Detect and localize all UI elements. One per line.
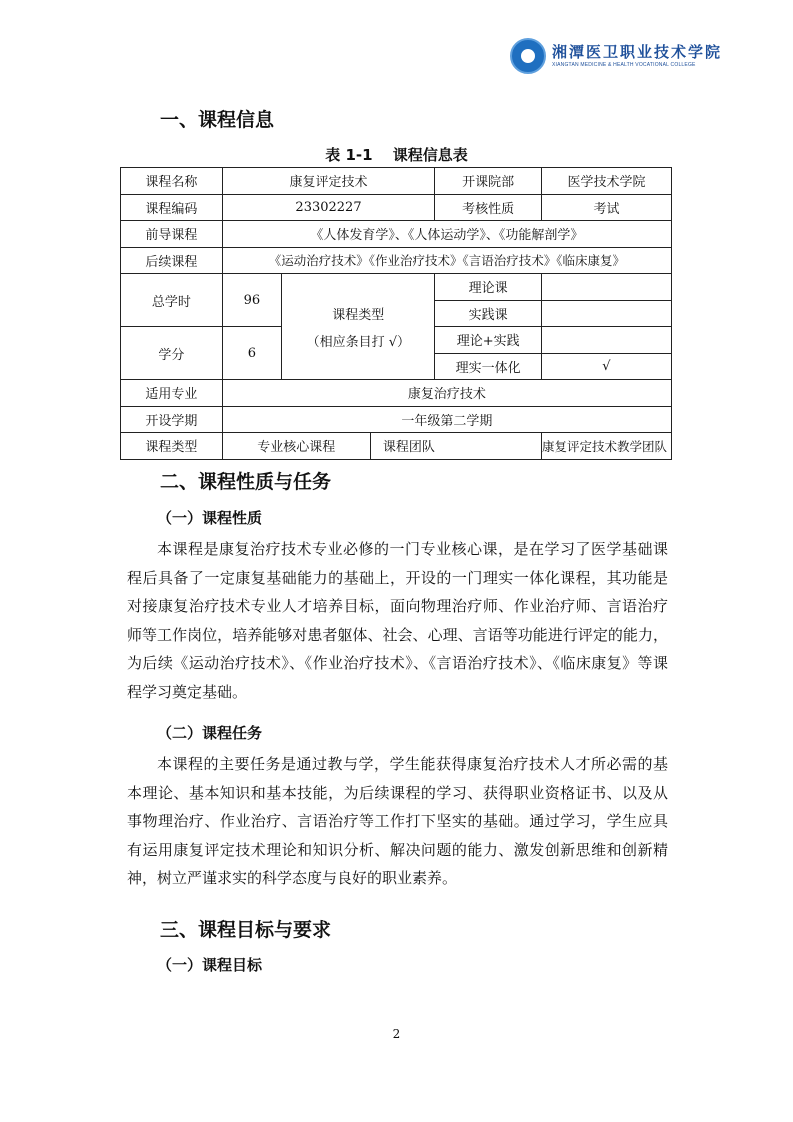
applicable-major: 康复治疗技术 bbox=[222, 380, 671, 407]
table-caption: 表 1-1 课程信息表 bbox=[325, 146, 468, 164]
text-line: 本理论、基本知识和基本技能，为后续课程的学习、获得职业资格证书、以及从 bbox=[127, 783, 668, 802]
term: 一年级第二学期 bbox=[222, 406, 671, 433]
type-option: 实践课 bbox=[435, 300, 542, 327]
section-2-heading: 二、课程性质与任务 bbox=[160, 471, 332, 493]
type-mark: √ bbox=[541, 353, 671, 380]
section-3-heading: 三、课程目标与要求 bbox=[160, 919, 332, 941]
label-cell: 学分 bbox=[121, 327, 223, 380]
subsection-task-heading: （二）课程任务 bbox=[157, 724, 263, 742]
label-cell: 开课院部 bbox=[435, 168, 542, 195]
logo-chinese-name: 湘潭医卫职业技术学院 bbox=[552, 42, 723, 61]
label-cell: 课程名称 bbox=[121, 168, 223, 195]
logo-english-name: XIANGTAN MEDICINE & HEALTH VOCATIONAL COLLEGE bbox=[552, 61, 696, 68]
section-1-heading: 一、课程信息 bbox=[160, 109, 275, 131]
label-cell: 课程团队 bbox=[370, 433, 541, 460]
followup-courses: 《运动治疗技术》《作业治疗技术》《言语治疗技术》《临床康复》 bbox=[222, 247, 671, 274]
department: 医学技术学院 bbox=[541, 168, 671, 195]
course-category: 专业核心课程 bbox=[222, 433, 370, 460]
text-line: 神，树立严谨求实的科学态度与良好的职业素养。 bbox=[127, 869, 458, 888]
course-type-title: 课程类型 bbox=[332, 307, 385, 323]
text-line: 程后具备了一定康复基础能力的基础上，开设的一门理实一体化课程，其功能是 bbox=[127, 568, 668, 587]
table-row bbox=[121, 168, 672, 195]
label-cell: 课程类型 bbox=[121, 433, 223, 460]
text-line: 事物理治疗、作业治疗、言语治疗等工作打下坚实的基础。通过学习，学生应具 bbox=[127, 812, 668, 831]
college-seal-icon bbox=[510, 38, 546, 74]
table-row bbox=[121, 380, 672, 407]
table-row bbox=[121, 194, 672, 221]
credits: 6 bbox=[222, 327, 282, 380]
table-row bbox=[121, 274, 672, 301]
text-line: 有运用康复评定技术理论和知识分析、解决问题的能力、激发创新思维和创新精 bbox=[127, 840, 668, 859]
label-cell: 适用专业 bbox=[121, 380, 223, 407]
course-info-table bbox=[120, 167, 672, 460]
course-type-hint: （相应条目打 √） bbox=[306, 334, 410, 350]
type-mark bbox=[541, 274, 671, 301]
type-option: 理论+实践 bbox=[435, 327, 542, 354]
assessment-type: 考试 bbox=[541, 194, 671, 221]
label-cell: 总学时 bbox=[121, 274, 223, 327]
college-logo bbox=[510, 38, 722, 74]
label-cell: 后续课程 bbox=[121, 247, 223, 274]
text-line: 本课程的主要任务是通过教与学，学生能获得康复治疗技术人才所必需的基 bbox=[157, 755, 668, 773]
course-code: 23302227 bbox=[222, 194, 435, 221]
type-mark bbox=[541, 327, 671, 354]
course-task-paragraph bbox=[127, 750, 668, 893]
table-row bbox=[121, 433, 672, 460]
course-type-label bbox=[282, 274, 435, 380]
page-number: 2 bbox=[392, 1027, 401, 1041]
text-line: 对接康复治疗技术专业人才培养目标，面向物理治疗师、作业治疗师、言语治疗 bbox=[127, 597, 668, 616]
label-cell: 前导课程 bbox=[121, 221, 223, 248]
text-line: 本课程是康复治疗技术专业必修的一门专业核心课，是在学习了医学基础课 bbox=[157, 540, 668, 558]
type-mark bbox=[541, 300, 671, 327]
table-row bbox=[121, 221, 672, 248]
course-nature-paragraph bbox=[127, 535, 668, 707]
text-line: 为后续《运动治疗技术》、《作业治疗技术》、《言语治疗技术》、《临床康复》等课 bbox=[127, 654, 668, 673]
subsection-goals-heading: （一）课程目标 bbox=[157, 956, 263, 974]
subsection-nature-heading: （一）课程性质 bbox=[157, 509, 263, 527]
type-option: 理实一体化 bbox=[435, 353, 542, 380]
table-row bbox=[121, 406, 672, 433]
label-cell: 课程编码 bbox=[121, 194, 223, 221]
text-line: 师等工作岗位，培养能够对患者躯体、社会、心理、言语等功能进行评定的能力， bbox=[127, 625, 668, 644]
total-hours: 96 bbox=[222, 274, 282, 327]
table-row bbox=[121, 247, 672, 274]
prerequisite-courses: 《人体发育学》、《人体运动学》、《功能解剖学》 bbox=[222, 221, 671, 248]
course-team: 康复评定技术教学团队 bbox=[541, 433, 671, 460]
label-cell: 开设学期 bbox=[121, 406, 223, 433]
course-name: 康复评定技术 bbox=[222, 168, 435, 195]
type-option: 理论课 bbox=[435, 274, 542, 301]
text-line: 程学习奠定基础。 bbox=[127, 682, 248, 701]
label-cell: 考核性质 bbox=[435, 194, 542, 221]
